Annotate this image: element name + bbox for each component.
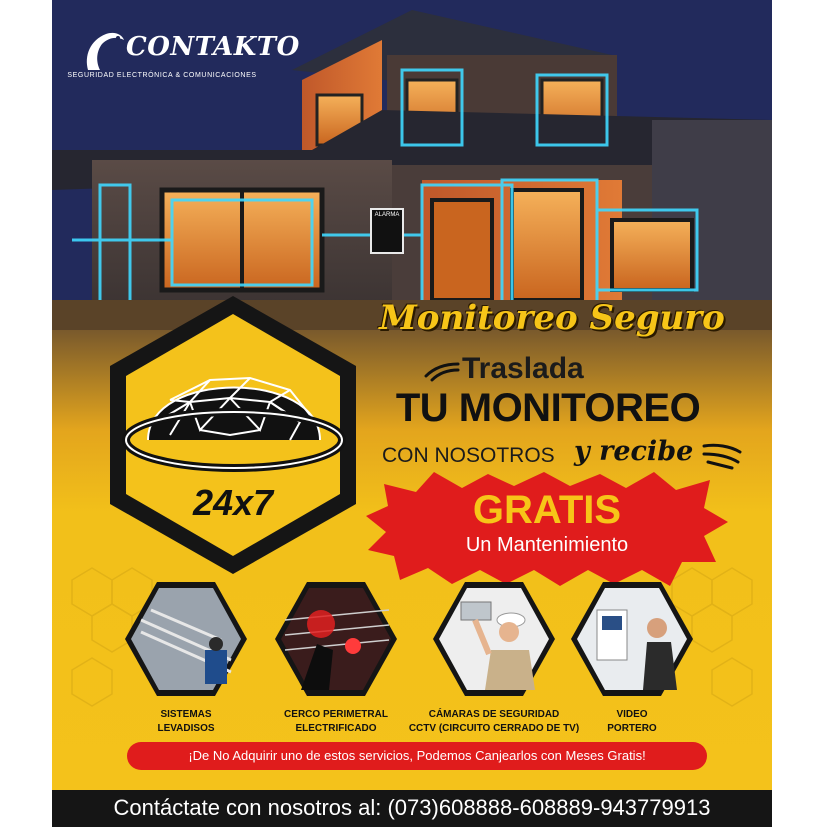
service-cctv	[408, 580, 580, 736]
headline-line3: CON NOSOTROS	[382, 444, 555, 467]
offer-title: GRATIS	[472, 488, 622, 532]
service-label: VIDEO PORTERO	[607, 709, 657, 734]
service-label: CÁMARAS DE SEGURIDAD CCTV (CIRCUITO CERRADO DE TV)	[408, 709, 580, 734]
service-video-portero	[562, 580, 702, 736]
notice-banner: ¡De No Adquirir uno de estos servicios, Podemos Canjearlos con Meses Gratis!	[127, 742, 707, 770]
emblem-24x7	[100, 290, 366, 580]
footer-contact: Contáctate con nosotros al: (073)608888-608889-943779913	[113, 795, 711, 820]
swoosh-left-icon	[424, 360, 460, 382]
headline-line3-script: y recibe	[574, 436, 694, 467]
promo-poster	[52, 0, 772, 827]
lizard-icon	[80, 26, 126, 78]
electric-fence-photo	[271, 580, 401, 698]
service-cerco	[266, 580, 406, 736]
swoosh-right-icon	[702, 440, 742, 470]
logo-tagline: SEGURIDAD ELECTRÓNICA & COMUNICACIONES	[67, 72, 257, 79]
service-levadisos	[116, 580, 256, 736]
offer-subtitle: Un Mantenimiento	[465, 534, 629, 556]
cctv-technician-photo	[429, 580, 559, 698]
service-label: SISTEMAS LEVADISOS	[157, 709, 215, 734]
service-label: CERCO PERIMETRAL ELECTRIFICADO	[284, 709, 388, 734]
barrier-gate-photo	[121, 580, 251, 698]
headline-script-title: Monitoreo Seguro	[379, 298, 725, 338]
emblem-label: 24x7	[192, 482, 274, 523]
headline-line1: Traslada	[462, 352, 584, 385]
logo-name: CONTAKTO	[126, 32, 300, 62]
brand-logo	[78, 22, 300, 92]
alarm-sign-label: ALARMA	[374, 212, 400, 218]
alarm-sign	[370, 208, 404, 254]
footer-bar	[52, 790, 772, 827]
headline-line2: TU MONITOREO	[395, 386, 701, 430]
video-intercom-photo	[567, 580, 697, 698]
